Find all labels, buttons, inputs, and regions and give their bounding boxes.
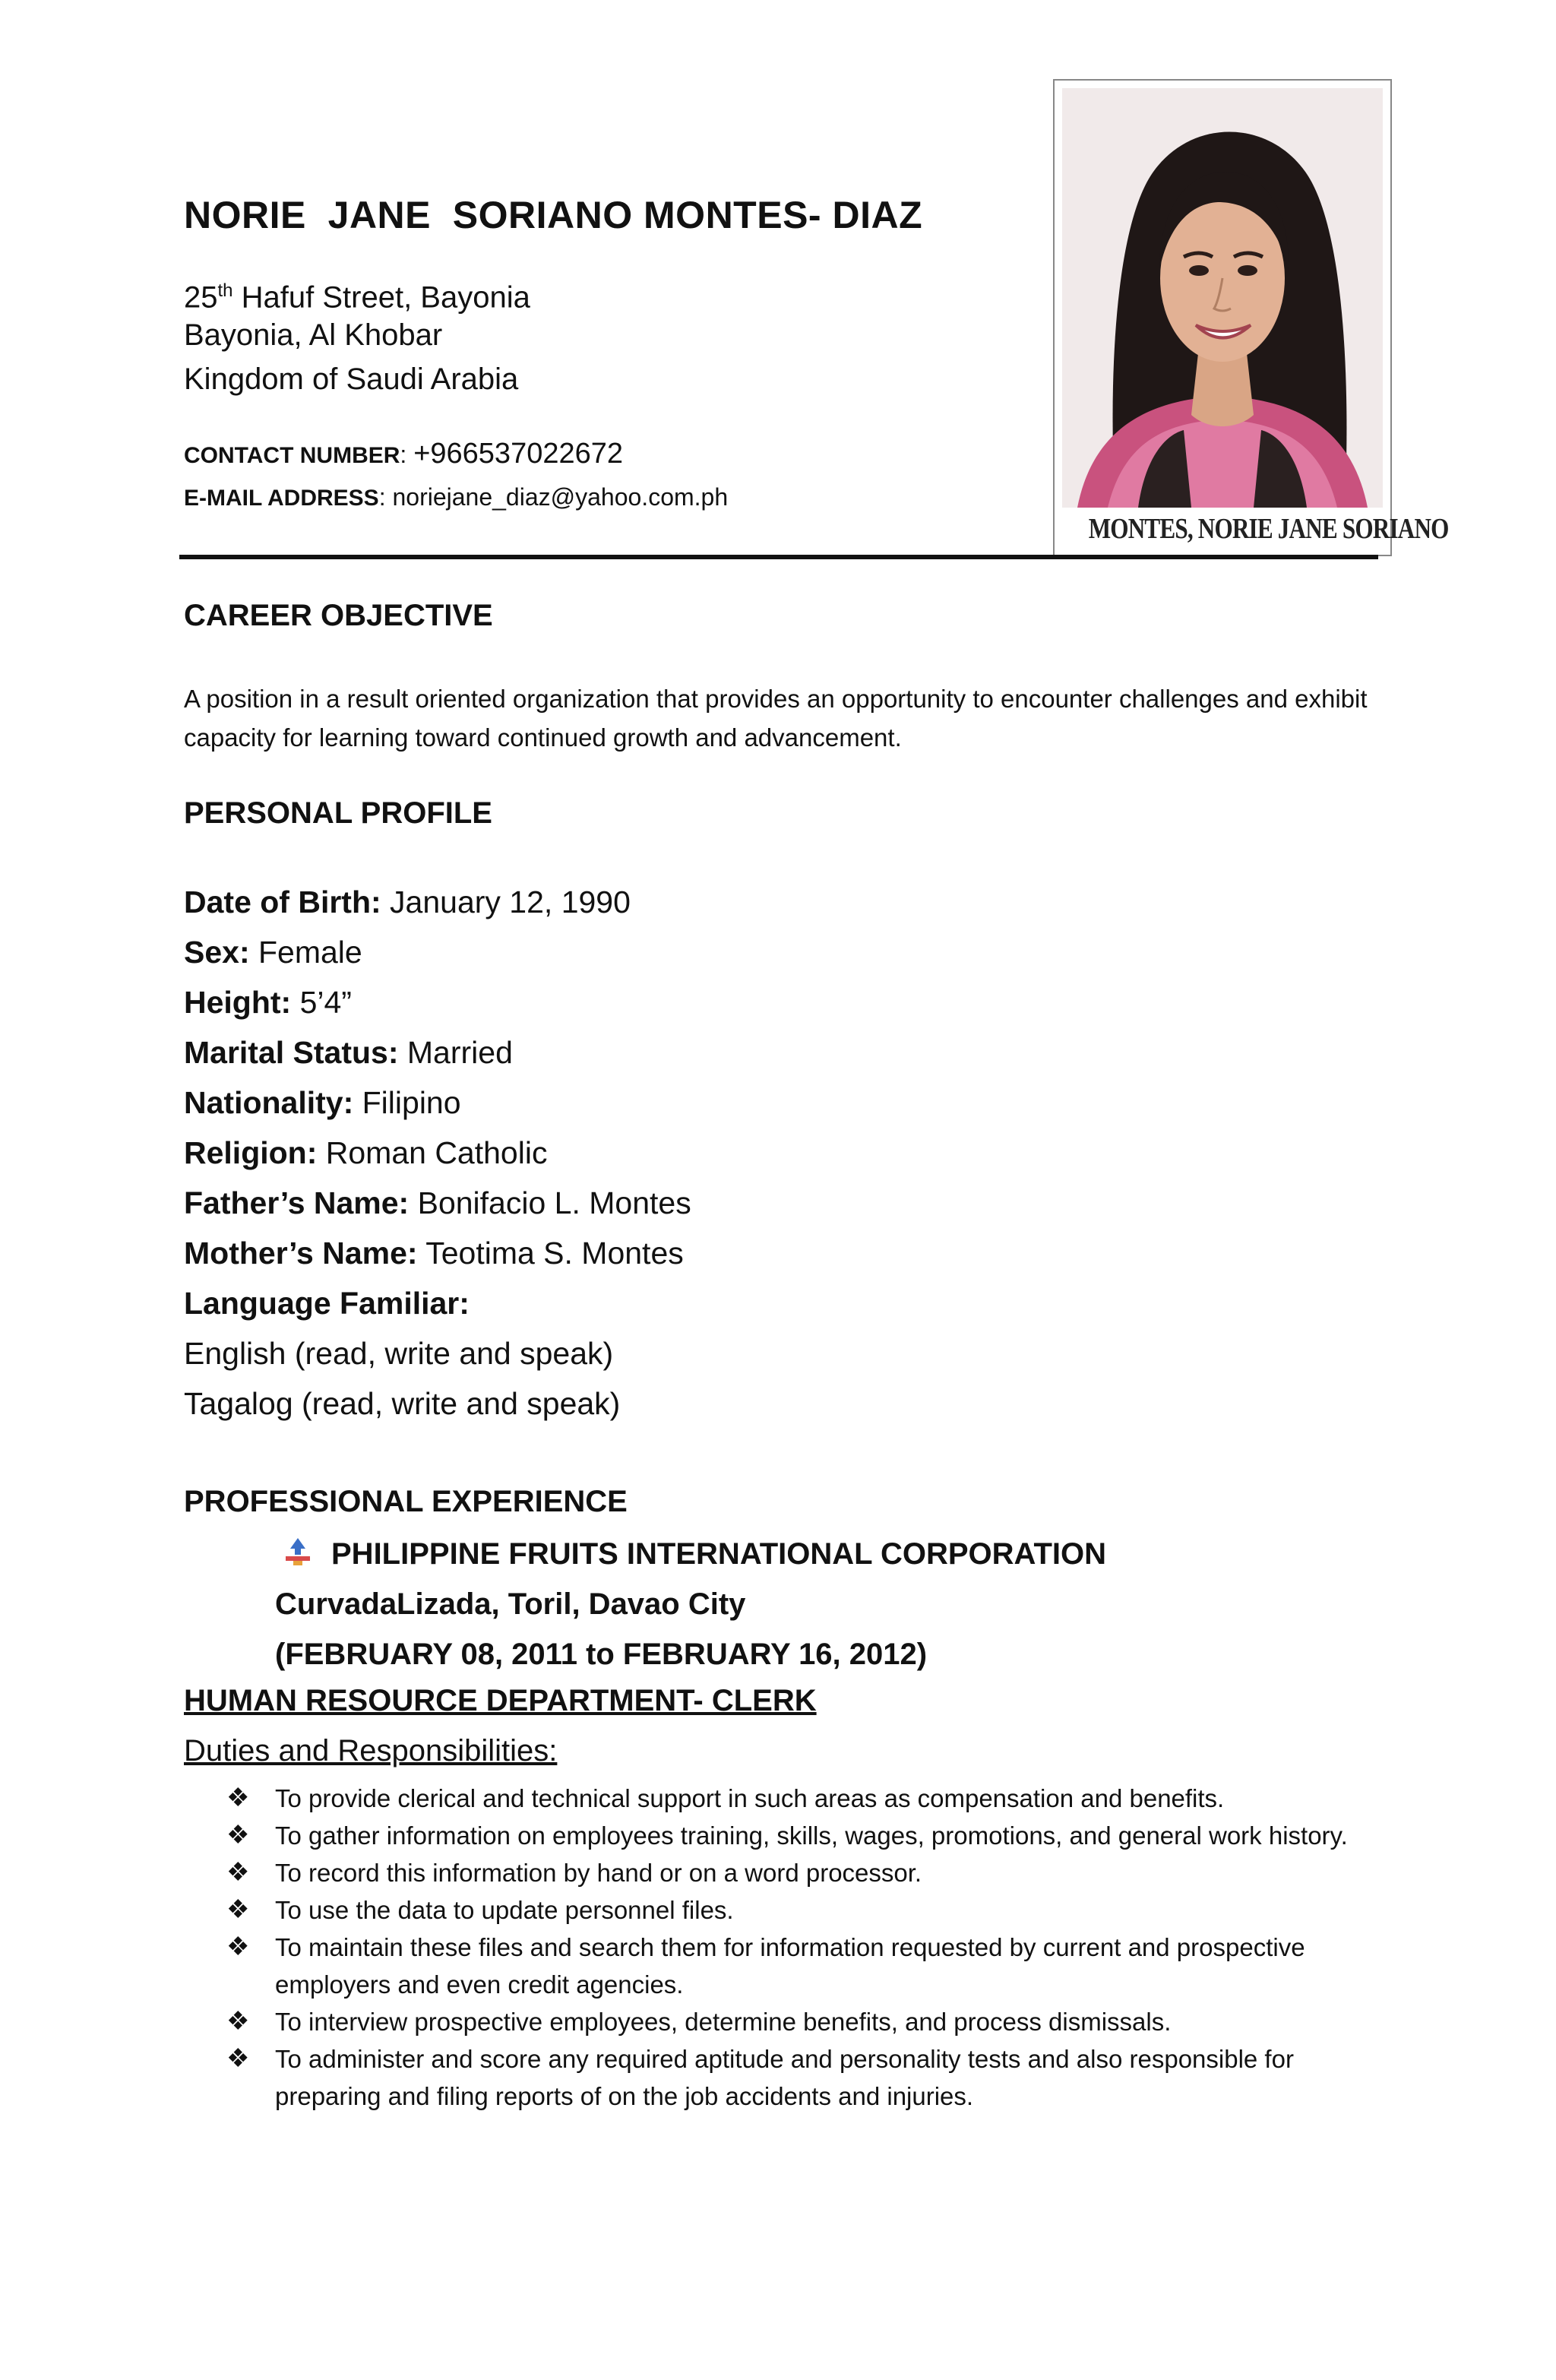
diamond-bullet-icon: ❖	[226, 2044, 250, 2073]
duty-item: ❖ To maintain these files and search them for information requested by current and prospective employers and even credit agencies.	[184, 1929, 1369, 2003]
profile-religion: Religion: Roman Catholic	[184, 1135, 548, 1170]
profile-sex: Sex: Female	[184, 935, 362, 970]
duties-list	[184, 1780, 1369, 2115]
company-location: CurvadaLizada, Toril, Davao City	[275, 1587, 746, 1621]
personal-profile-heading: PERSONAL PROFILE	[184, 796, 492, 830]
diamond-bullet-icon: ❖	[226, 1821, 250, 1850]
diamond-bullet-icon: ❖	[226, 1858, 250, 1887]
company-name: PHILIPPINE FRUITS INTERNATIONAL CORPORATION	[331, 1537, 1107, 1571]
profile-father-name: Father’s Name: Bonifacio L. Montes	[184, 1185, 691, 1220]
profile-nationality: Nationality: Filipino	[184, 1085, 461, 1120]
employment-dates: (FEBRUARY 08, 2011 to FEBRUARY 16, 2012)	[275, 1638, 928, 1671]
profile-language-2: Tagalog (read, write and speak)	[184, 1386, 621, 1421]
profile-mother-name: Mother’s Name: Teotima S. Montes	[184, 1236, 684, 1271]
department-title: HUMAN RESOURCE DEPARTMENT- CLERK	[184, 1684, 817, 1717]
photo-caption: MONTES, NORIE JANE SORIANO	[1088, 513, 1449, 545]
diamond-bullet-icon: ❖	[226, 1783, 250, 1812]
profile-language-1: English (read, write and speak)	[184, 1336, 614, 1371]
duty-item: ❖ To record this information by hand or on a word processor.	[184, 1854, 1369, 1891]
profile-marital-status: Marital Status: Married	[184, 1035, 513, 1070]
address-line-1: 25th Hafuf Street, Bayonia	[184, 280, 530, 315]
duty-item: ❖ To gather information on employees training, skills, wages, promotions, and general work history.	[184, 1817, 1369, 1854]
career-objective-heading: CAREER OBJECTIVE	[184, 599, 493, 632]
experience-heading: PROFESSIONAL EXPERIENCE	[184, 1485, 628, 1518]
profile-height: Height: 5’4”	[184, 985, 352, 1020]
diamond-bullet-icon: ❖	[226, 2007, 250, 2036]
header-divider	[179, 555, 1378, 559]
contact-number: CONTACT NUMBER: +966537022672	[184, 438, 623, 470]
address-line-2: Bayonia, Al Khobar	[184, 318, 443, 352]
email-address: E-MAIL ADDRESS: noriejane_diaz@yahoo.com.ph	[184, 483, 729, 511]
duty-item: ❖ To administer and score any required aptitude and personality tests and also responsible for preparing and filing reports of on the job accidents and injuries.	[184, 2040, 1369, 2115]
applicant-name: NORIE JANE SORIANO MONTES- DIAZ	[184, 194, 923, 236]
duty-item: ❖ To interview prospective employees, determine benefits, and process dismissals.	[184, 2003, 1369, 2040]
address-line-3: Kingdom of Saudi Arabia	[184, 362, 519, 396]
diamond-bullet-icon: ❖	[226, 1932, 250, 1961]
career-objective-text: A position in a result oriented organization that provides an opportunity to encounter challenges and exhibit capacity for learning toward continued growth and advancement.	[184, 685, 1368, 752]
profile-language-label: Language Familiar:	[184, 1286, 470, 1321]
diamond-bullet-icon: ❖	[226, 1895, 250, 1924]
profile-dob: Date of Birth: January 12, 1990	[184, 885, 631, 919]
company-name-row	[275, 1529, 1106, 1579]
personal-profile-details	[184, 877, 691, 1429]
experience-company-block	[275, 1529, 1106, 1679]
duties-heading: Duties and Responsibilities:	[184, 1734, 558, 1768]
arrow-marker-icon	[283, 1532, 313, 1562]
portrait-image	[1062, 88, 1383, 508]
applicant-photo	[1053, 79, 1449, 556]
duty-item: ❖ To provide clerical and technical support in such areas as compensation and benefits.	[184, 1780, 1369, 1817]
duty-item: ❖ To use the data to update personnel files.	[184, 1891, 1369, 1929]
